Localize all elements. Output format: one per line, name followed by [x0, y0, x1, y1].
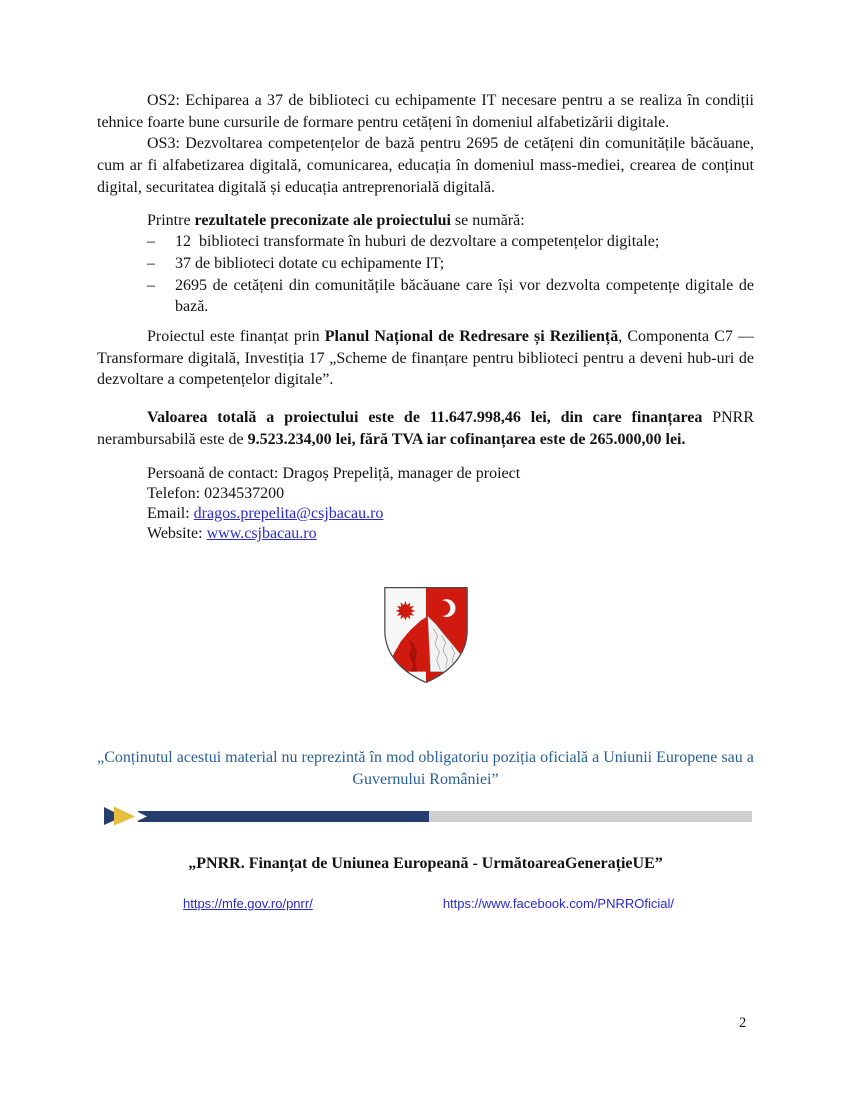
list-item	[97, 231, 754, 253]
funding-prefix: Proiectul este finanțat prin	[147, 328, 325, 346]
os3-text: OS3: Dezvoltarea competențelor de bază pentru 2695 de cetățeni din comunitățile băcăuane, cum ar fi alfabetizarea digitală, comunicarea, educația în domeniul mass-mediei, crearea de conținut digital, securitatea digitală și educația antreprenorială digitală.	[97, 135, 754, 196]
value-bold-1: Valoarea totală a proiectului este de 11.647.998,46 lei, din care finanțarea	[147, 409, 703, 427]
paragraph-funding	[97, 326, 754, 391]
funding-suffix: , Componenta C7 — Transformare digitală, Investiția 17 „Scheme de finanțare pentru biblioteci pentru a deveni hub-uri de dezvoltare a competențelor digitale”.	[97, 328, 755, 389]
results-intro-suffix: se numără:	[450, 211, 525, 229]
contact-person: Persoană de contact: Dragoș Prepeliță, manager de proiect	[147, 464, 521, 482]
value-regular: PNRR nerambursabilă este de	[97, 409, 755, 448]
list-item	[97, 275, 758, 318]
facebook-pnrr-link[interactable]: https://www.facebook.com/PNRROficial/	[442, 895, 675, 911]
paragraph-os2	[97, 90, 754, 133]
document-content	[97, 90, 758, 915]
eu-disclaimer-text: „Conținutul acestui material nu reprezintă în mod obligatoriu poziția oficială a Uniunii Europene sau a Guvernului României”	[97, 749, 754, 788]
dash-bullet: –	[147, 276, 155, 294]
results-intro-bold: rezultatele preconizate ale proiectului	[194, 211, 451, 229]
list-item	[97, 253, 754, 275]
dash-bullet: –	[147, 254, 155, 272]
arrow-bar-graphic	[102, 805, 752, 827]
footer-links	[97, 893, 754, 915]
results-intro-prefix: Printre	[147, 211, 195, 229]
email-link[interactable]: dragos.prepelita@csjbacau.ro	[193, 504, 384, 522]
bacau-coat-of-arms-icon	[381, 584, 471, 686]
contact-phone: Telefon: 0234537200	[147, 484, 285, 502]
dash-bullet: –	[147, 233, 155, 251]
list-item-text: 12 biblioteci transformate în huburi de dezvoltare a competențelor digitale;	[175, 233, 660, 251]
paragraph-os3	[97, 133, 754, 198]
value-bold-2: 9.523.234,00 lei, fără TVA iar cofinanțarea este de 265.000,00 lei.	[247, 430, 686, 448]
list-item-text: 37 de biblioteci dotate cu echipamente IT;	[175, 254, 445, 272]
list-item-text: 2695 de cetățeni din comunitățile băcăuane care își vor dezvolta competențe digitale de bază.	[175, 276, 758, 316]
contact-email-label: Email:	[147, 504, 194, 522]
os2-text: OS2: Echiparea a 37 de biblioteci cu echipamente IT necesare pentru a se realiza în condiții tehnice foarte bune cursurile de formare pentru cetățeni în domeniul alfabetizării digitale.	[97, 92, 754, 131]
pnrr-progress-bar	[97, 805, 754, 834]
mfe-pnrr-link[interactable]: https://mfe.gov.ro/pnrr/	[183, 895, 313, 911]
website-link[interactable]: www.csjbacau.ro	[206, 525, 317, 543]
paragraph-results-intro	[97, 210, 754, 232]
paragraph-total-value	[97, 407, 754, 450]
coat-of-arms-wrap	[97, 584, 754, 693]
contact-website-label: Website:	[147, 525, 207, 543]
contact-website-row	[147, 524, 754, 544]
contact-email-row	[147, 504, 754, 524]
pnrr-funding-statement: „PNRR. Finanțat de Uniunea Europeană - UrmătoareaGenerațieUE”	[188, 855, 663, 873]
results-list	[97, 231, 758, 318]
funding-bold: Planul Național de Redresare și Reziliență	[324, 328, 619, 346]
page-number: 2	[739, 1015, 747, 1031]
contact-block	[147, 464, 754, 545]
